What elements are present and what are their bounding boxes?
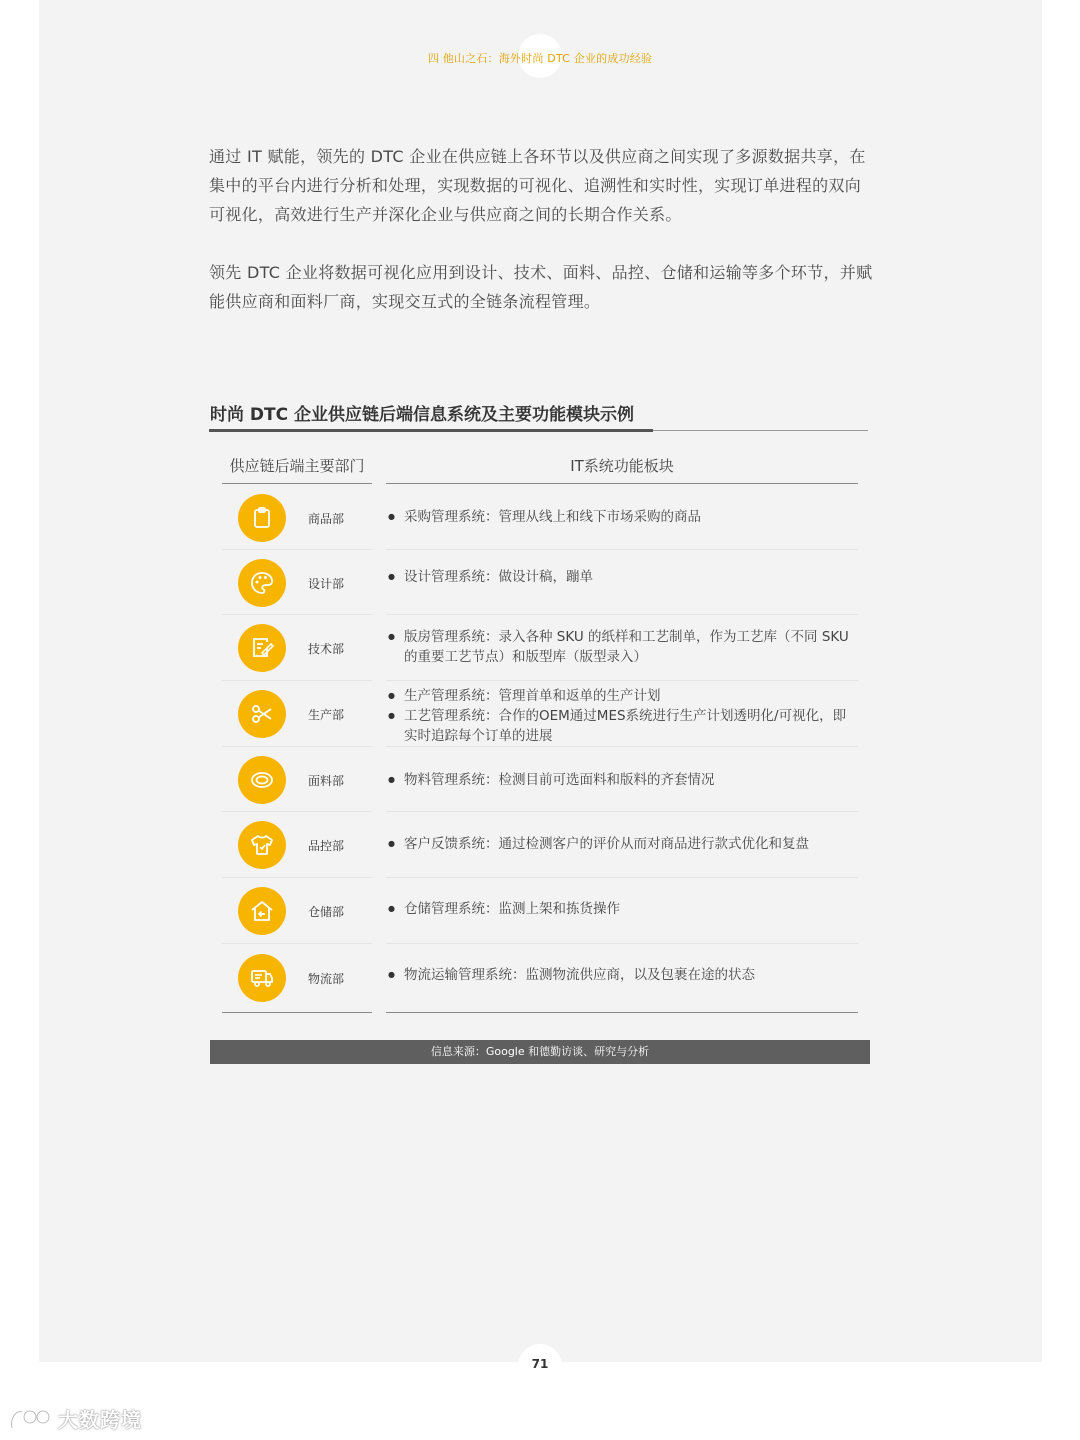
header-rule-right	[386, 483, 858, 484]
watermark-logo-icon	[8, 1406, 54, 1432]
column-header-department: 供应链后端主要部门	[229, 457, 365, 475]
department-name: 物流部	[308, 971, 345, 986]
watermark-text: 大数跨境	[58, 1408, 142, 1432]
department-name: 技术部	[308, 642, 345, 656]
it-module-item: ● 生产管理系统：管理首单和返单的生产计划	[386, 686, 858, 706]
department-name: 仓储部	[308, 905, 345, 919]
fabric-roll-icon	[238, 756, 286, 804]
it-module-list	[386, 507, 858, 527]
table-row	[222, 944, 858, 1011]
it-module-item: ● 采购管理系统：管理从线上和线下市场采购的商品	[386, 507, 858, 527]
truck-icon	[238, 954, 286, 1002]
it-module-item: ● 物流运输管理系统：监测物流供应商，以及包裹在途的状态	[386, 965, 858, 985]
it-module-list	[386, 899, 858, 919]
it-module-list	[386, 770, 858, 790]
body-paragraph-1: 通过 IT 赋能，领先的 DTC 企业在供应链上各环节以及供应商之间实现了多源数据共享，在集中的平台内进行分析和处理，实现数据的可视化、追溯性和实时性，实现订单进程的双向可视化，高效进行生产并深化企业与供应商之间的长期合作关系。	[209, 147, 866, 224]
column-header-it-modules: IT系统功能板块	[570, 457, 674, 475]
table-row	[222, 550, 858, 615]
it-module-list	[386, 834, 858, 854]
body-paragraph-2: 领先 DTC 企业将数据可视化应用到设计、技术、面料、品控、仓储和运输等多个环节，并赋能供应商和面料厂商，实现交互式的全链条流程管理。	[209, 263, 873, 311]
table-row	[222, 812, 858, 878]
table-row	[222, 681, 858, 747]
shirt-icon	[238, 821, 286, 869]
department-name: 设计部	[308, 576, 345, 591]
table-row	[222, 485, 858, 550]
palette-icon	[238, 559, 286, 607]
it-module-item: ● 设计管理系统：做设计稿，蹦单	[386, 567, 858, 587]
it-module-list	[386, 686, 858, 746]
department-name: 商品部	[308, 511, 345, 526]
department-name: 生产部	[308, 708, 345, 722]
scissors-icon	[238, 690, 286, 738]
page-number: 71	[531, 1357, 549, 1371]
it-module-list	[386, 965, 858, 985]
title-underline-accent	[209, 429, 653, 432]
it-module-item: ● 仓储管理系统：监测上架和拣货操作	[386, 899, 858, 919]
table-title: 时尚 DTC 企业供应链后端信息系统及主要功能模块示例	[210, 405, 635, 425]
it-module-list	[386, 567, 858, 587]
running-header: 四 他山之石：海外时尚 DTC 企业的成功经验	[427, 52, 653, 65]
source-note: 信息来源：Google 和德勤访谈、研究与分析	[210, 1040, 870, 1064]
it-module-list	[386, 627, 858, 667]
clipboard-icon	[238, 494, 286, 542]
it-module-item: ● 物料管理系统：检测目前可选面料和版料的齐套情况	[386, 770, 858, 790]
table-row	[222, 878, 858, 944]
bottom-rule-right	[386, 1012, 858, 1013]
it-module-item: ● 版房管理系统：录入各种 SKU 的纸样和工艺制单，作为工艺库（不同 SKU 的重要工艺节点）和版型库（版型录入）	[386, 627, 858, 667]
table-row	[222, 615, 858, 681]
it-module-item: ● 工艺管理系统：合作的OEM通过MES系统进行生产计划透明化/可视化，即实时追踪每个订单的进展	[386, 706, 858, 746]
watermark	[8, 1404, 142, 1433]
table-row	[222, 747, 858, 812]
it-module-item: ● 客户反馈系统：通过检测客户的评价从而对商品进行款式优化和复盘	[386, 834, 858, 854]
department-name: 品控部	[308, 839, 345, 853]
warehouse-icon	[238, 887, 286, 935]
department-name: 面料部	[308, 773, 345, 788]
bottom-rule-left	[222, 1012, 372, 1013]
header-rule-left	[222, 483, 372, 484]
edit-note-icon	[238, 624, 286, 672]
